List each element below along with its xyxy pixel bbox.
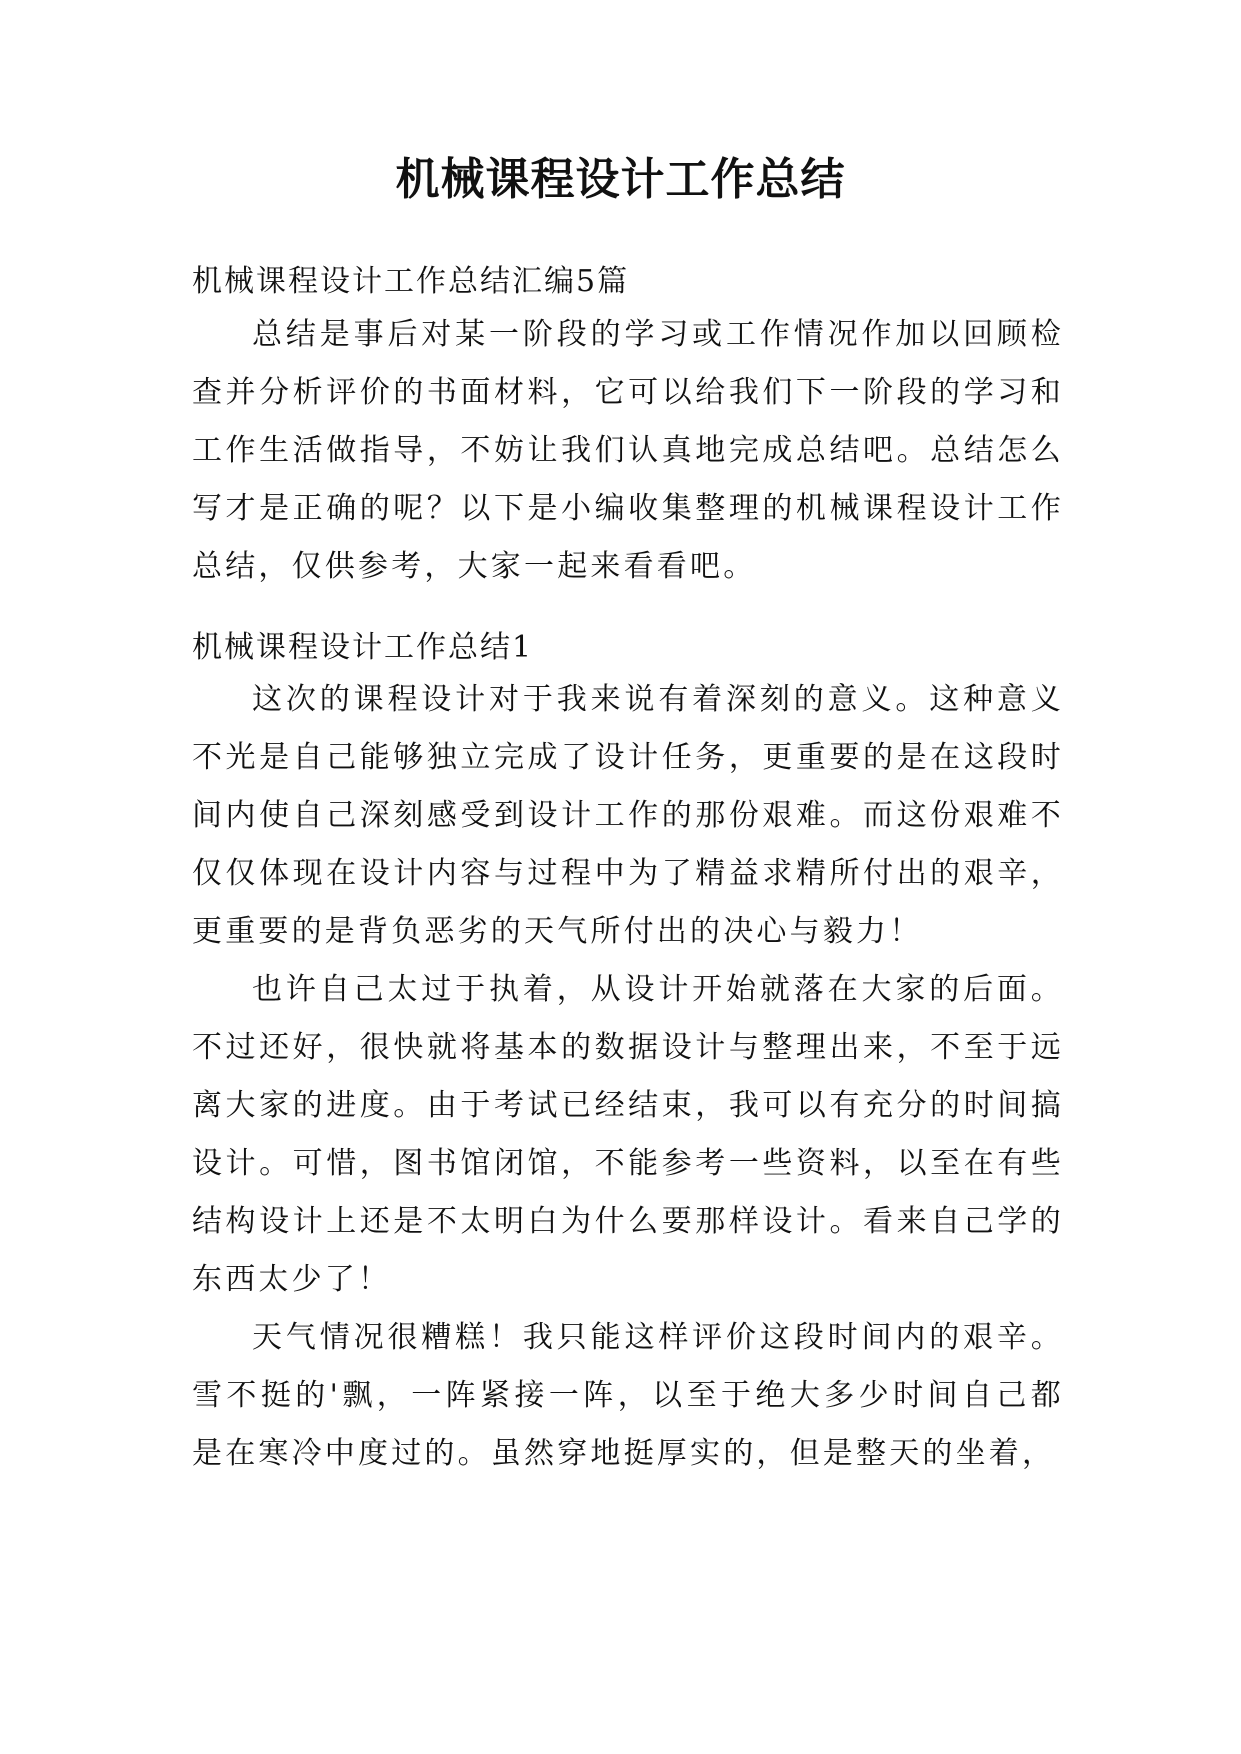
intro-block [192, 306, 1064, 596]
document-subtitle: 机械课程设计工作总结汇编5篇 [192, 264, 630, 299]
section-heading: 机械课程设计工作总结1 [192, 630, 534, 665]
body-paragraph: 天气情况很糟糕！我只能这样评价这段时间内的艰辛。雪不挺的'飘，一阵紧接一阵，以至于绝大多少时间自己都是在寒冷中度过的。虽然穿地挺厚实的，但是整天的坐着， [192, 1320, 1064, 1471]
section-body [192, 671, 1064, 1483]
intro-paragraph: 总结是事后对某一阶段的学习或工作情况作加以回顾检查并分析评价的书面材料，它可以给我们下一阶段的学习和工作生活做指导，不妨让我们认真地完成总结吧。总结怎么写才是正确的呢？以下是小编收集整理的机械课程设计工作总结，仅供参考，大家一起来看看吧。 [192, 317, 1064, 584]
body-paragraph: 也许自己太过于执着，从设计开始就落在大家的后面。不过还好，很快就将基本的数据设计与整理出来，不至于远离大家的进度。由于考试已经结束，我可以有充分的时间搞设计。可惜，图书馆闭馆，不能参考一些资料，以至在有些结构设计上还是不太明白为什么要那样设计。看来自己学的东西太少了！ [192, 972, 1064, 1297]
document-title: 机械课程设计工作总结 [395, 154, 846, 205]
body-paragraph: 这次的课程设计对于我来说有着深刻的意义。这种意义不光是自己能够独立完成了设计任务，更重要的是在这段时间内使自己深刻感受到设计工作的那份艰难。而这份艰难不仅仅体现在设计内容与过程中为了精益求精所付出的艰辛，更重要的是背负恶劣的天气所付出的决心与毅力！ [192, 682, 1064, 949]
